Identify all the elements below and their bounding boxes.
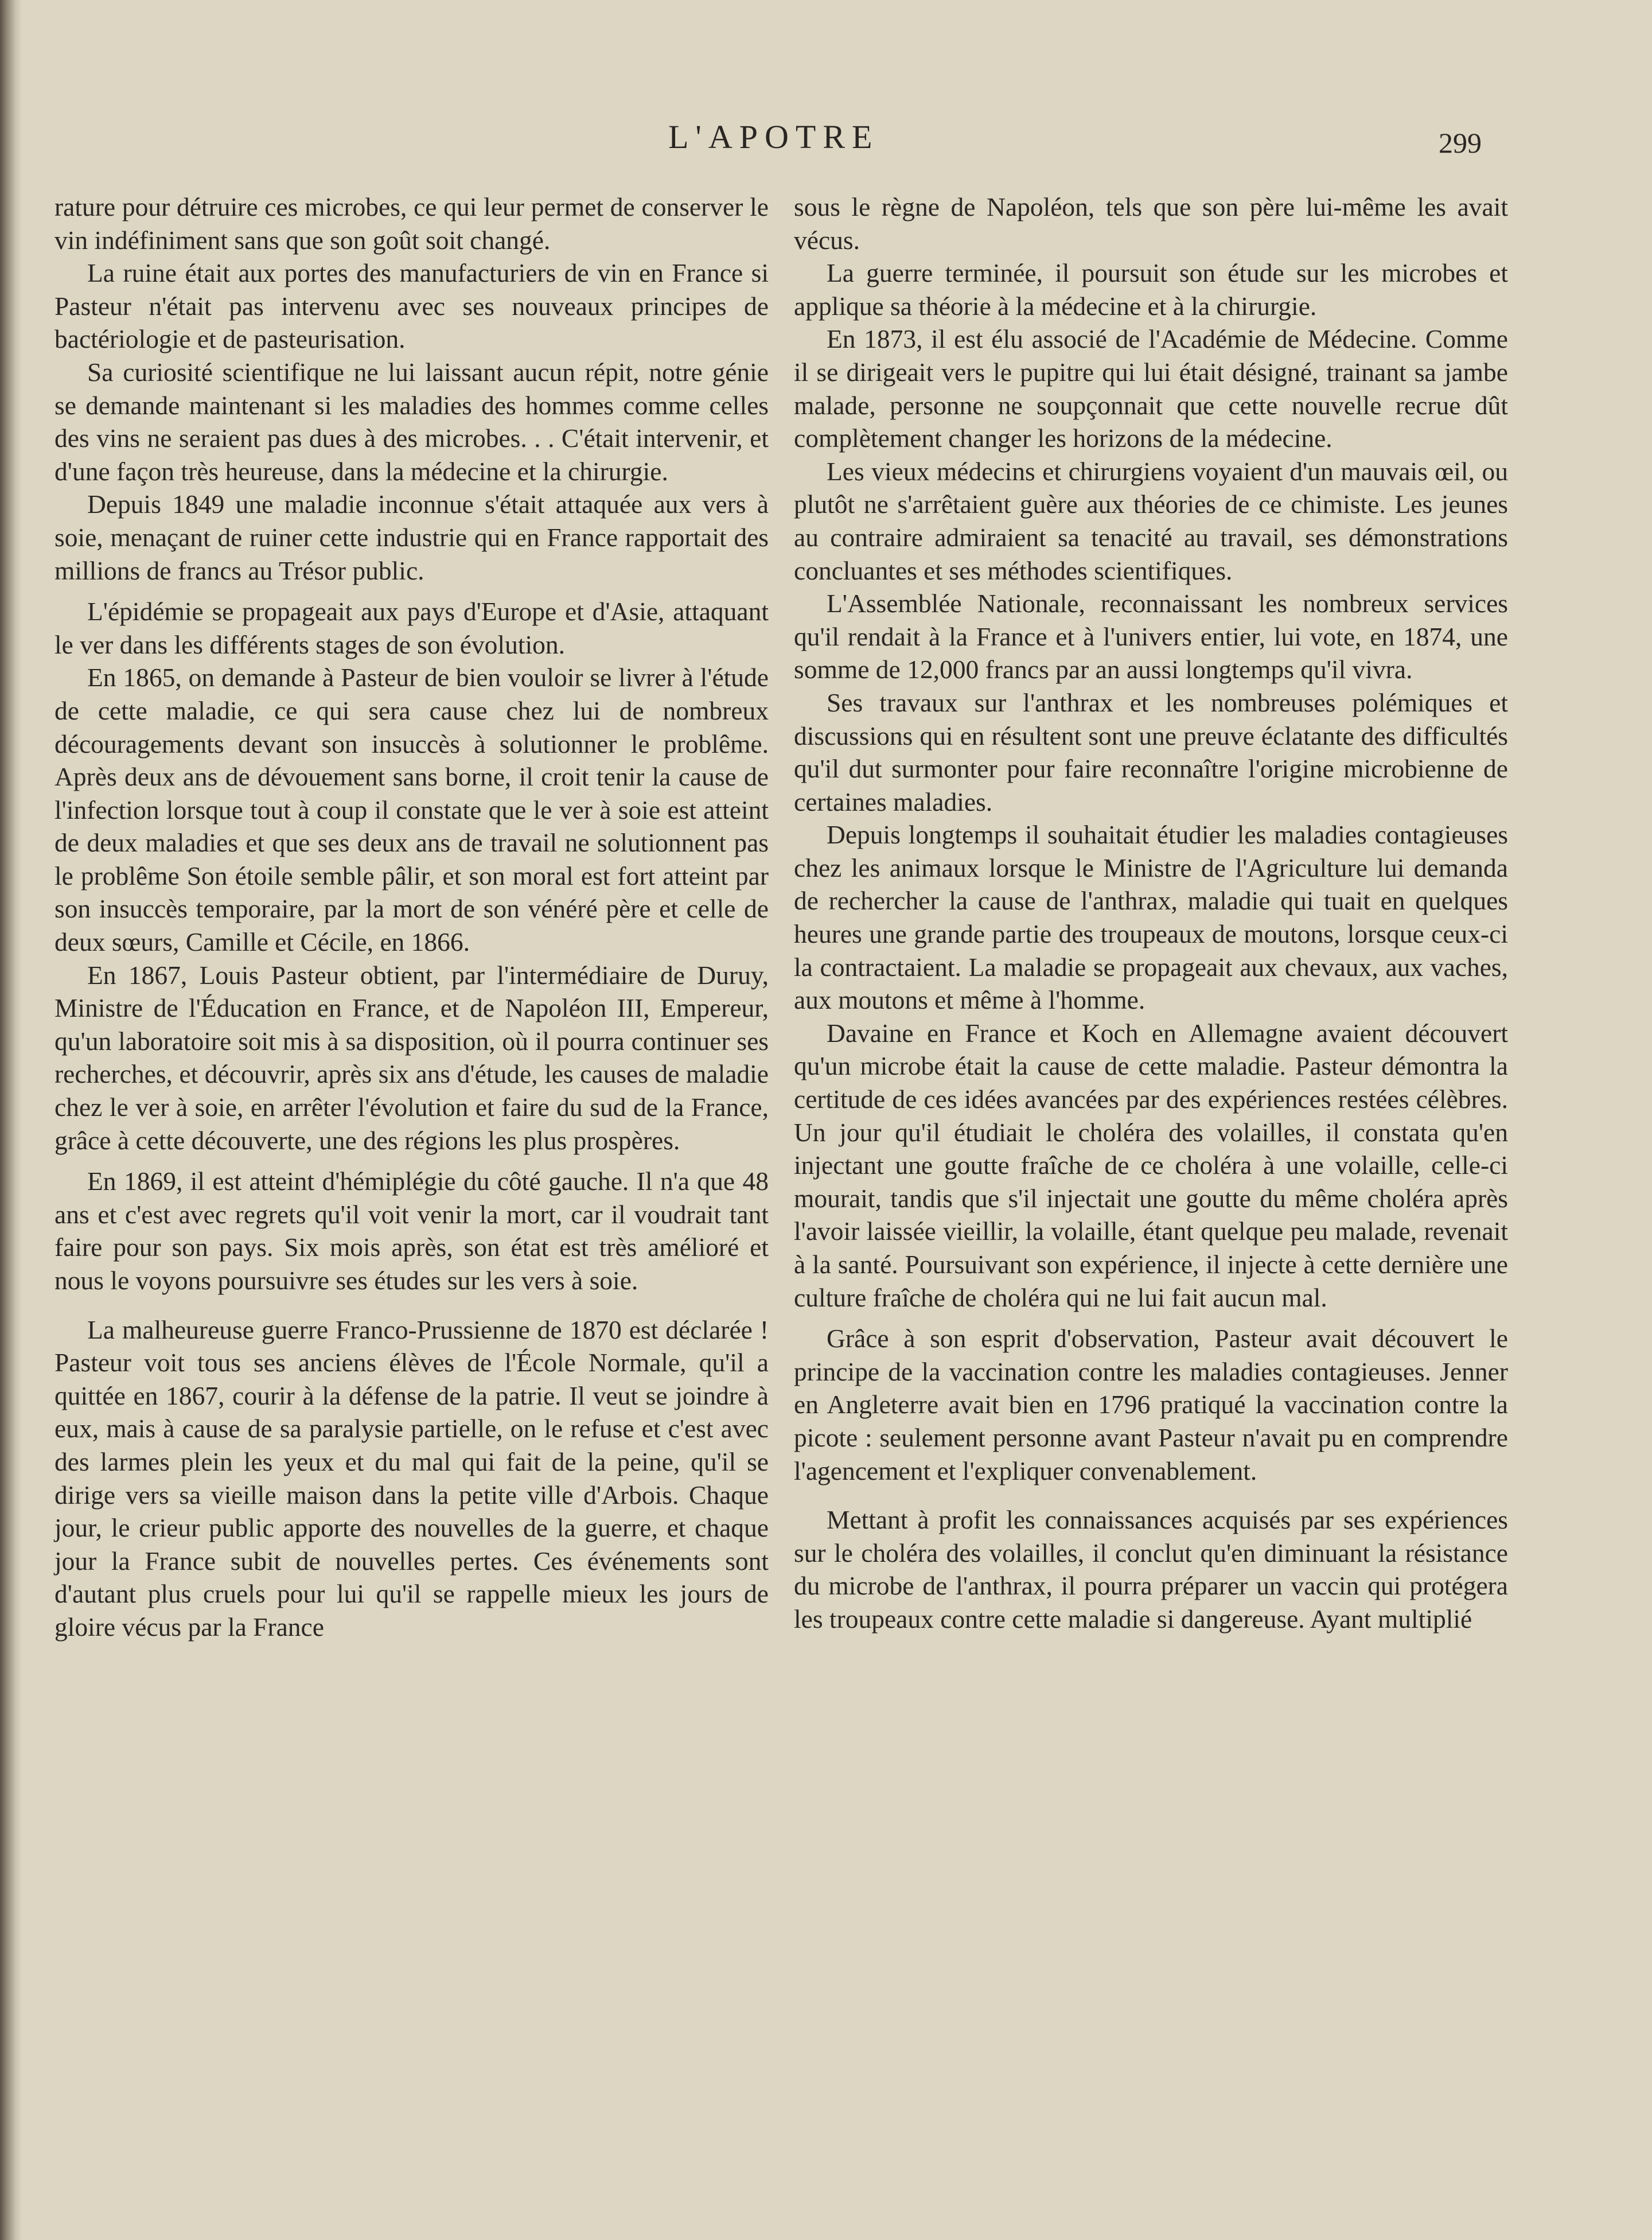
paragraph: sous le règne de Napoléon, tels que son père lui-même les avait vécus.: [794, 192, 1508, 255]
left-text-column: [54, 190, 769, 1644]
paragraph: Mettant à profit les connaissances acquisés par ses expériences sur le choléra des volailles, il conclut qu'en diminuant la résistance du microbe de l'anthrax, il pourra préparer un vaccin qui protégera les troupeaux contre cette maladie si dangereuse. Ayant multiplié: [794, 1505, 1508, 1634]
paragraph: Les vieux médecins et chirurgiens voyaient d'un mauvais œil, ou plutôt ne s'arrêtaient guère aux théories de ce chimiste. Les jeunes au contraire admiraient sa tenacité au travail, ses démonstrations concluantes et ses méthodes scientifiques.: [794, 456, 1508, 585]
paragraph: L'Assemblée Nationale, reconnaissant les nombreux services qu'il rendait à la France et à l'univers entier, lui vote, en 1874, une somme de 12,000 francs par an aussi longtemps qu'il vivra.: [794, 589, 1508, 685]
paragraph: En 1869, il est atteint d'hémiplégie du côté gauche. Il n'a que 48 ans et c'est avec regrets qu'il voit venir la mort, car il voudrait tant faire pour son pays. Six mois après, son état est très amélioré et nous le voyons poursuivre ses études sur les vers à soie.: [54, 1166, 769, 1295]
paragraph: La guerre terminée, il poursuit son étude sur les microbes et applique sa théorie à la médecine et à la chirurgie.: [794, 258, 1508, 321]
paragraph: En 1873, il est élu associé de l'Académie de Médecine. Comme il se dirigeait vers le pupitre qui lui était désigné, trainant sa jambe malade, personne ne soupçonnait que cette nouvelle recrue dût complètement changer les horizons de la médecine.: [794, 324, 1508, 453]
paragraph: La malheureuse guerre Franco-Prussienne de 1870 est déclarée ! Pasteur voit tous ses anciens élèves de l'École Normale, qu'il a quittée en 1867, courir à la défense de la patrie. Il veut se joindre à eux, mais à cause de sa paralysie partielle, on le refuse et c'est avec des larmes plein les yeux et du mal qui fait de la peine, qu'il se dirige vers sa vieille maison dans la petite ville d'Arbois. Chaque jour, le crieur public apporte des nouvelles de la guerre, et chaque jour la France subit de nouvelles pertes. Ces événements sont d'autant plus cruels pour lui qu'il se rappelle mieux les jours de gloire vécus par la France: [54, 1315, 769, 1642]
page-number: 299: [1439, 127, 1482, 159]
paragraph: Ses travaux sur l'anthrax et les nombreuses polémiques et discussions qui en résultent sont une preuve éclatante des difficultés qu'il dut surmonter pour faire reconnaître l'origine microbienne de certaines maladies.: [794, 687, 1508, 816]
paragraph: En 1867, Louis Pasteur obtient, par l'intermédiaire de Duruy, Ministre de l'Éducation en France, et de Napoléon III, Empereur, qu'un laboratoire soit mis à sa disposition, où il pourra continuer ses recherches, et découvrir, après six ans d'étude, les causes de maladie chez le ver à soie, en arrêter l'évolution et faire du sud de la France, grâce à cette découverte, une des régions les plus prospères.: [54, 960, 769, 1155]
paragraph: rature pour détruire ces microbes, ce qui leur permet de conserver le vin indéfiniment sans que son goût soit changé.: [54, 192, 769, 255]
binding-shadow: [0, 0, 22, 2240]
right-text-column: [794, 190, 1508, 1636]
paragraph: En 1865, on demande à Pasteur de bien vouloir se livrer à l'étude de cette maladie, ce qui sera cause chez lui de nombreux découragements devant son insuccès à solutionner le problême. Après deux ans de dévouement sans borne, il croit tenir la cause de l'infection lorsque tout à coup il constate que le ver à soie est atteint de deux maladies et que ses deux ans de travail ne solutionnent pas le problême Son étoile semble pâlir, et son moral est fort atteint par son insuccès temporaire, par la mort de son vénéré père et celle de deux sœurs, Camille et Cécile, en 1866.: [54, 663, 769, 957]
running-title: L'APOTRE: [668, 118, 879, 155]
paragraph: Depuis longtemps il souhaitait étudier les maladies contagieuses chez les animaux lorsque le Ministre de l'Agriculture lui demanda de rechercher la cause de l'anthrax, maladie qui tuait en quelques heures une grande partie des troupeaux de moutons, lorsque ceux-ci la contractaient. La maladie se propageait aux chevaux, aux vaches, aux moutons et même à l'homme.: [794, 820, 1508, 1015]
paragraph: Grâce à son esprit d'observation, Pasteur avait découvert le principe de la vaccination contre les maladies contagieuses. Jenner en Angleterre avait bien en 1796 pratiqué la vaccination contre la picote : seulement personne avant Pasteur n'avait pu en comprendre l'agencement et l'expliquer convenablement.: [794, 1324, 1508, 1485]
paragraph: Depuis 1849 une maladie inconnue s'était attaquée aux vers à soie, menaçant de ruiner cette industrie qui en France rapportait des millions de francs au Trésor public.: [54, 489, 769, 585]
paragraph: Sa curiosité scientifique ne lui laissant aucun répit, notre génie se demande maintenant si les maladies des hommes comme celles des vins ne seraient pas dues à des microbes. . . C'était intervenir, et d'une façon très heureuse, dans la médecine et la chirurgie.: [54, 357, 769, 486]
paragraph: Davaine en France et Koch en Allemagne avaient découvert qu'un microbe était la cause de cette maladie. Pasteur démontra la certitude de ces idées avancées par des expériences restées célèbres. Un jour qu'il étudiait le choléra des volailles, il constata qu'en injectant une goutte fraîche de ce choléra à une volaille, celle-ci mourait, tandis que s'il injectait une goutte du même choléra après l'avoir laissée vieillir, la volaille, étant quelque peu malade, revenait à la santé. Poursuivant son expérience, il injecte à cette dernière une culture fraîche de choléra qui ne lui fait aucun mal.: [794, 1018, 1508, 1312]
paragraph: La ruine était aux portes des manufacturiers de vin en France si Pasteur n'était pas intervenu avec ses nouveaux principes de bactériologie et de pasteurisation.: [54, 258, 769, 354]
paragraph: L'épidémie se propageait aux pays d'Europe et d'Asie, attaquant le ver dans les différents stages de son évolution.: [54, 597, 769, 659]
